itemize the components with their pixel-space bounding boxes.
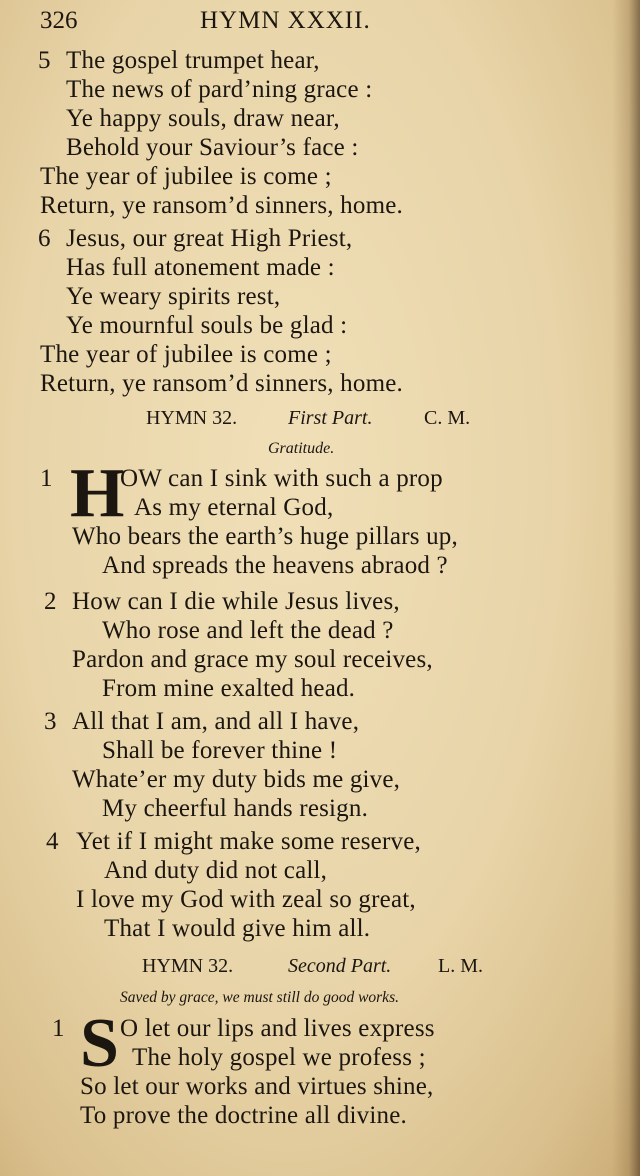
verse-line: Shall be forever thine ! <box>102 737 338 764</box>
verse-line: Who rose and left the dead ? <box>102 617 394 644</box>
hymn-number: HYMN 32. <box>142 955 234 977</box>
hymn-subtitle: Saved by grace, we must still do good works. <box>120 989 399 1006</box>
verse-line: From mine exalted head. <box>102 675 356 702</box>
stanza-number: 6 <box>38 225 51 252</box>
stanza-number: 3 <box>44 708 57 735</box>
verse-line: That I would give him all. <box>104 915 371 942</box>
running-head <box>0 4 640 38</box>
verse-line: The holy gospel we profess ; <box>132 1044 426 1071</box>
verse-line: So let our works and virtues shine, <box>80 1073 434 1100</box>
verse-line: All that I am, and all I have, <box>72 708 360 735</box>
hymn-meter: L. M. <box>438 955 483 977</box>
verse-line: Return, ye ransom’d sinners, home. <box>40 192 403 219</box>
verse-line: Yet if I might make some reserve, <box>76 828 421 855</box>
drop-cap: H <box>70 455 125 532</box>
verse-line: Has full atonement made : <box>66 254 335 281</box>
hymn-number: HYMN 32. <box>146 407 238 429</box>
verse-line: I love my God with zeal so great, <box>76 886 416 913</box>
verse-line: How can I die while Jesus lives, <box>72 588 400 615</box>
running-title: HYMN XXXII. <box>200 7 371 34</box>
stanza-number: 2 <box>44 588 57 615</box>
stanza-number: 5 <box>38 47 51 74</box>
verse-line: Ye weary spirits rest, <box>66 283 281 310</box>
verse-line: Ye mournful souls be glad : <box>66 312 348 339</box>
hymn-meter: C. M. <box>424 407 471 429</box>
verse-line: Behold your Saviour’s face : <box>66 134 359 161</box>
verse-line: O let our lips and lives express <box>120 1015 435 1042</box>
stanza-number: 1 <box>52 1015 65 1042</box>
verse-line: Whate’er my duty bids me give, <box>72 766 401 793</box>
verse-line: The year of jubilee is come ; <box>40 163 332 190</box>
verse-line: To prove the doctrine all divine. <box>80 1102 407 1129</box>
verse-line: And spreads the heavens abraod ? <box>102 552 448 579</box>
stanza-number: 1 <box>40 465 53 492</box>
verse-line: Return, ye ransom’d sinners, home. <box>40 370 403 397</box>
verse-line: And duty did not call, <box>104 857 328 884</box>
verse-line: My cheerful hands resign. <box>102 795 369 822</box>
verse-line: The year of jubilee is come ; <box>40 341 332 368</box>
verse-line: OW can I sink with such a prop <box>120 465 443 492</box>
hymn-subtitle: Gratitude. <box>268 440 335 457</box>
verse-line: Who bears the earth’s huge pillars up, <box>72 523 458 550</box>
verse-line: As my eternal God, <box>134 494 334 521</box>
drop-cap: S <box>80 1005 119 1082</box>
stanza-number: 4 <box>46 828 59 855</box>
hymn-part: First Part. <box>288 407 373 429</box>
verse-line: The news of pard’ning grace : <box>66 76 373 103</box>
verse-line: Pardon and grace my soul receives, <box>72 646 433 673</box>
verse-line: Ye happy souls, draw near, <box>66 105 340 132</box>
verse-line: Jesus, our great High Priest, <box>66 225 353 252</box>
hymn-part: Second Part. <box>288 955 392 977</box>
page-number: 326 <box>40 7 78 34</box>
verse-line: The gospel trumpet hear, <box>66 47 320 74</box>
